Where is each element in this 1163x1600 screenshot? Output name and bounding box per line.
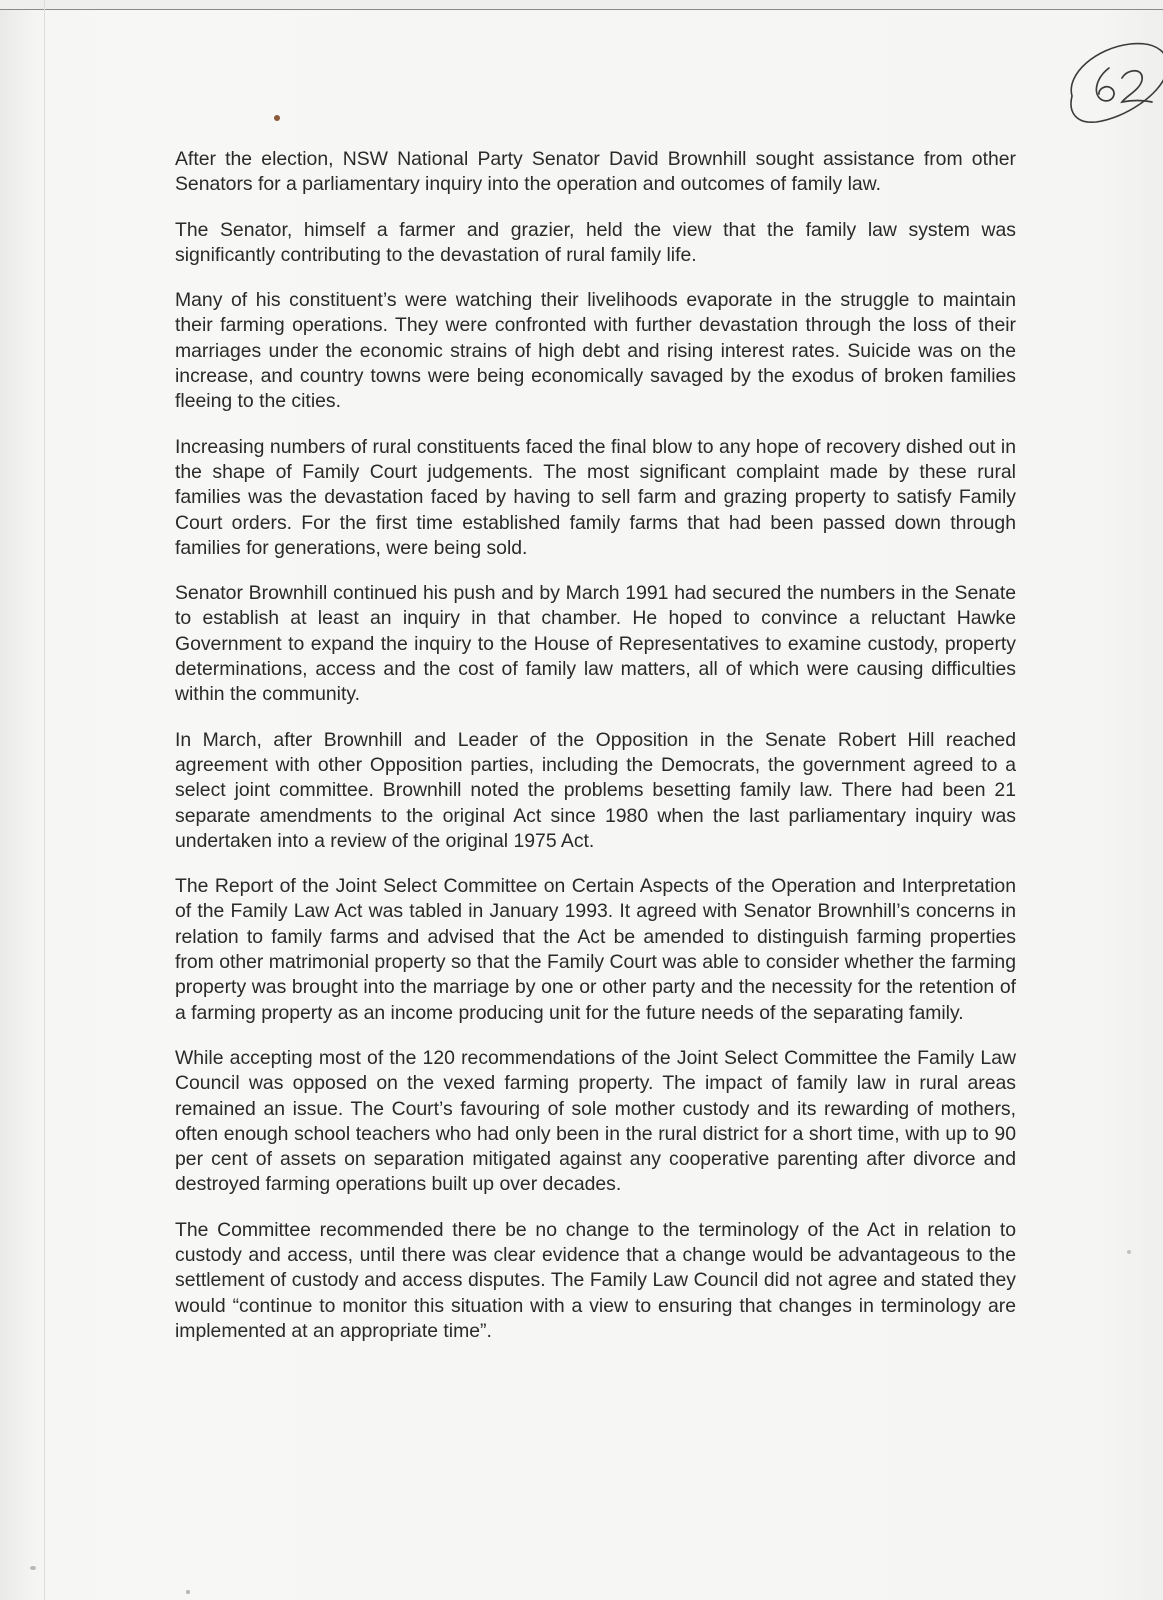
paragraph: The Committee recommended there be no change to the terminology of the Act in relation to custody and access, until there was clear evidence that a change would be advantageous to the settlement of custody and access disputes. The Family Law Council did not agree and stated they would “continue to monitor this situation with a view to ensuring that changes in terminology are implemented at an appropriate time”. — [175, 1218, 1016, 1342]
paragraph: In March, after Brownhill and Leader of the Opposition in the Senate Robert Hill reached agreement with other Opposition parties, including the Democrats, the government agreed to a select joint committee. Brownhill noted the problems besetting family law. There had been 21 separate amendments to the original Act since 1980 when the last parliamentary inquiry was undertaken into a review of the original 1975 Act. — [175, 728, 1016, 852]
paragraph: Increasing numbers of rural constituents faced the final blow to any hope of recovery dished out in the shape of Family Court judgements. The most significant complaint made by these rural families was the devastation faced by having to sell farm and grazing property to satisfy Family Court orders. For the first time established family farms that had been passed down through families for generations, were being sold. — [175, 435, 1016, 559]
paragraph: After the election, NSW National Party Senator David Brownhill sought assistance from other Senators for a parliamentary inquiry into the operation and outcomes of family law. — [175, 148, 1016, 196]
scan-speck — [1127, 1250, 1131, 1254]
paragraph: The Report of the Joint Select Committee on Certain Aspects of the Operation and Interpretation of the Family Law Act was tabled in January 1993. It agreed with Senator Brownhill’s concerns in relation to family farms and advised that the Act be amended to distinguish farming properties from other matrimonial property so that the Family Court was able to consider whether the farming property was brought into the marriage by one or other party and the necessity for the retention of a farming property as an income producing unit for the future needs of the separating family. — [175, 875, 1016, 1024]
scan-speck — [186, 1590, 190, 1594]
scan-speck — [30, 1566, 36, 1570]
handwritten-page-number — [1062, 38, 1163, 130]
scan-top-edge — [0, 0, 1163, 10]
paragraph: Many of his constituent’s were watching their livelihoods evaporate in the struggle to maintain their farming operations. They were confronted with further devastation through the loss of their marriages under the economic strains of high debt and rising interest rates. Suicide was on the increase, and country towns were being economically savaged by the exodus of broken families fleeing to the cities. — [175, 289, 1016, 413]
body-text — [175, 147, 1016, 1364]
scan-left-edge — [44, 0, 45, 1600]
paragraph: While accepting most of the 120 recommendations of the Joint Select Committee the Family Law Council was opposed on the vexed farming property. The impact of family law in rural areas remained an issue. The Court’s favouring of sole mother custody and its rewarding of mothers, often enough school teachers who had only been in the rural district for a short time, with up to 90 per cent of assets on separation mitigated against any cooperative parenting after divorce and destroyed farming operations built up over decades. — [175, 1046, 1016, 1196]
paragraph: Senator Brownhill continued his push and by March 1991 had secured the numbers in the Senate to establish at least an inquiry in that chamber. He hoped to convince a reluctant Hawke Government to expand the inquiry to the House of Representatives to examine custody, property determinations, access and the cost of family law matters, all of which were causing difficulties within the community. — [175, 582, 1016, 706]
ink-speck — [274, 115, 280, 121]
paragraph: The Senator, himself a farmer and grazier, held the view that the family law system was significantly contributing to the devastation of rural family life. — [175, 218, 1016, 266]
